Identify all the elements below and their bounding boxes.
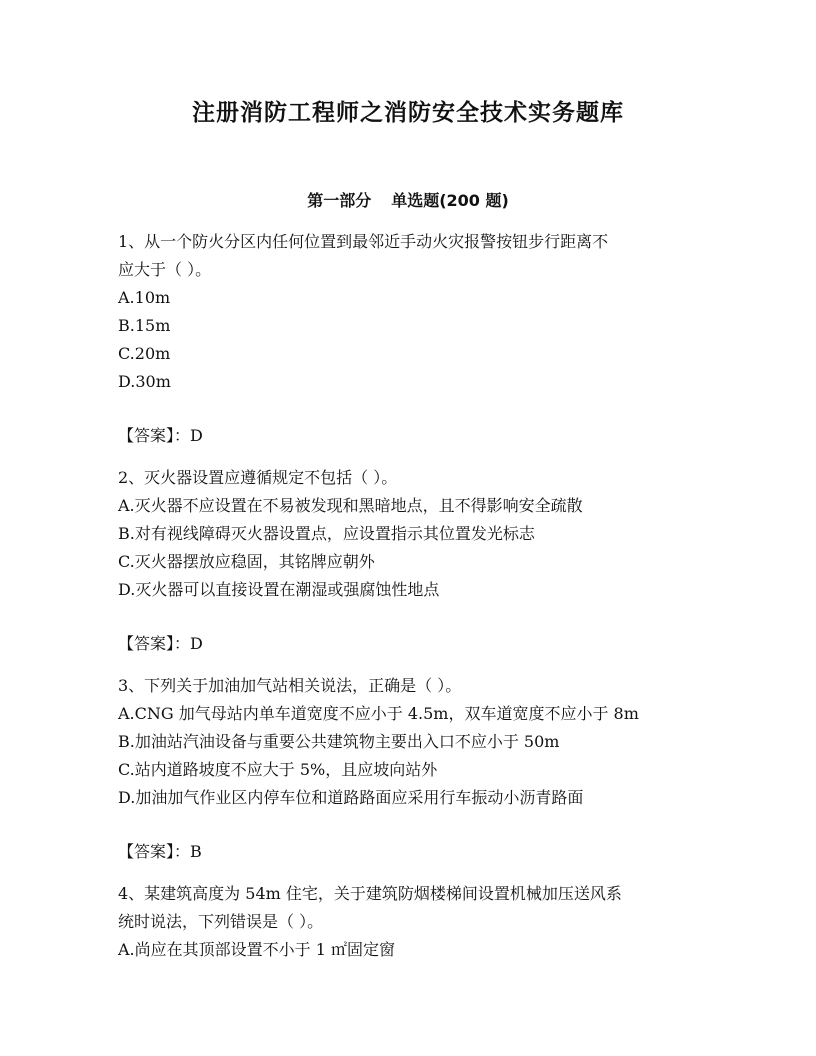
- option-d: D.30m: [118, 372, 171, 391]
- answer-label: 【答案】：: [118, 426, 191, 445]
- answer-line: [118, 422, 698, 450]
- option-a: A.灭火器不应设置在不易被发现和黑暗地点，且不得影响安全疏散: [118, 496, 583, 515]
- answer-line: [118, 630, 698, 658]
- question-stem-line: 应大于（ ）。: [118, 260, 212, 279]
- section-type: 单选题(200 题): [391, 191, 509, 210]
- answer-value: D: [190, 634, 203, 653]
- answer-label: 【答案】：: [118, 634, 191, 653]
- option-a: A.尚应在其顶部设置不小于 1 ㎡固定窗: [118, 940, 395, 959]
- option-c: C.站内道路坡度不应大于 5%，且应坡向站外: [118, 760, 438, 779]
- question-4: [118, 880, 698, 964]
- document-title: 注册消防工程师之消防安全技术实务题库: [192, 100, 624, 126]
- question-stem-line: 2、灭火器设置应遵循规定不包括（ ）。: [118, 468, 398, 487]
- option-b: B.对有视线障碍灭火器设置点，应设置指示其位置发光标志: [118, 524, 535, 543]
- question-2: [118, 464, 698, 658]
- answer-value: B: [190, 842, 202, 861]
- question-list: [118, 228, 698, 964]
- question-3: [118, 672, 698, 866]
- question-stem-line: 统时说法，下列错误是（ ）。: [118, 912, 324, 931]
- answer-value: D: [190, 426, 203, 445]
- question-stem-line: 4、某建筑高度为 54m 住宅，关于建筑防烟楼梯间设置机械加压送风系: [118, 884, 622, 903]
- option-c: C.灭火器摆放应稳固，其铭牌应朝外: [118, 552, 375, 571]
- answer-line: [118, 838, 698, 866]
- option-a: A.CNG 加气母站内单车道宽度不应小于 4.5m，双车道宽度不应小于 8m: [118, 704, 639, 723]
- section-part: 第一部分: [307, 191, 372, 210]
- question-stem-line: 1、从一个防火分区内任何位置到最邻近手动火灾报警按钮步行距离不: [118, 232, 609, 251]
- section-title: [0, 188, 816, 211]
- option-c: C.20m: [118, 344, 171, 363]
- option-d: D.加油加气作业区内停车位和道路路面应采用行车振动小沥青路面: [118, 788, 584, 807]
- option-d: D.灭火器可以直接设置在潮湿或强腐蚀性地点: [118, 580, 440, 599]
- option-b: B.加油站汽油设备与重要公共建筑物主要出入口不应小于 50m: [118, 732, 560, 751]
- option-b: B.15m: [118, 316, 171, 335]
- question-stem-line: 3、下列关于加油加气站相关说法，正确是（ ）。: [118, 676, 462, 695]
- option-a: A.10m: [118, 288, 171, 307]
- answer-label: 【答案】：: [118, 842, 191, 861]
- question-1: [118, 228, 698, 450]
